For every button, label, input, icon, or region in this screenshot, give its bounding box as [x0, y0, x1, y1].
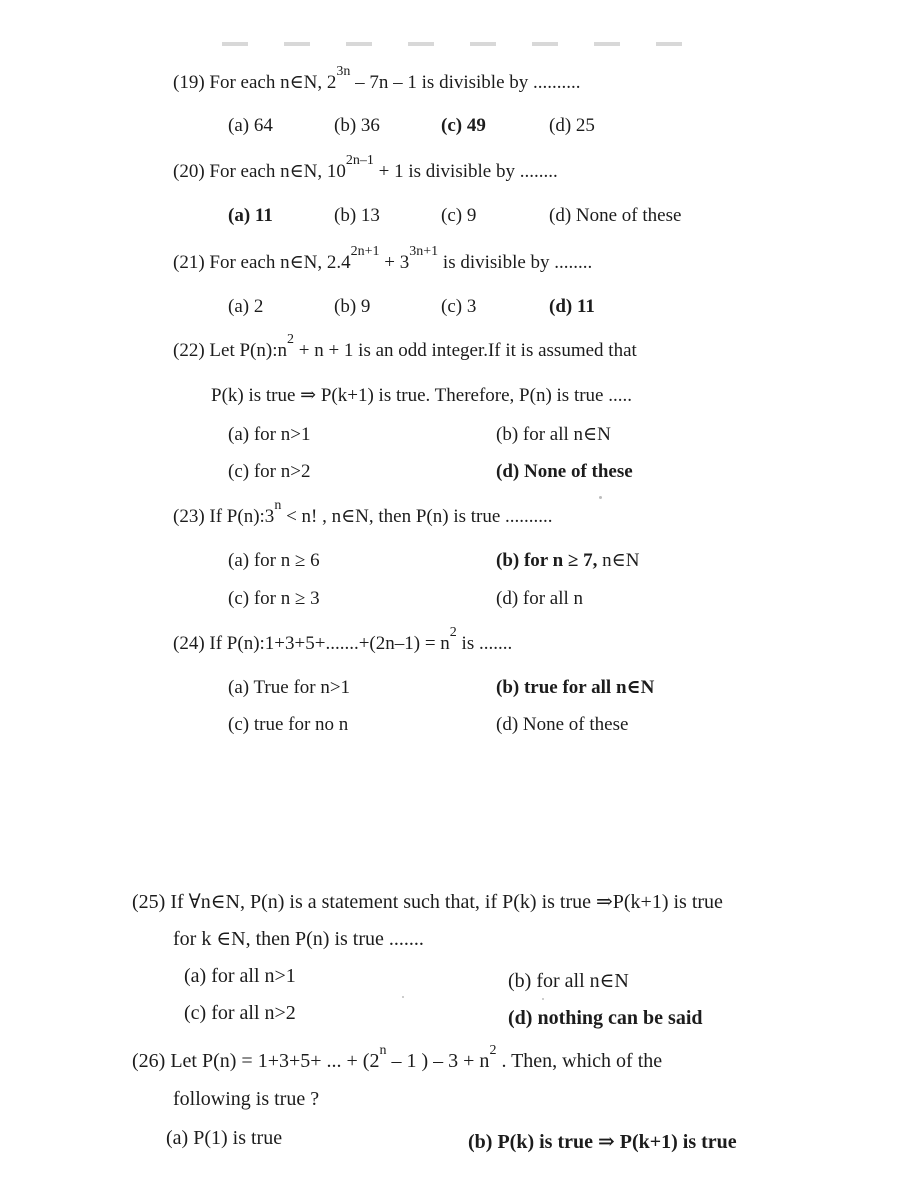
q22-option-b: (b) for all n∈N	[496, 424, 611, 445]
scan-artifact	[222, 42, 702, 46]
q23-option-d: (d) for all n	[496, 588, 584, 609]
q21-option-a: (a) 2	[228, 296, 264, 317]
q19-option-d: (d) 25	[549, 115, 595, 136]
q21-option-b: (b) 9	[334, 296, 371, 317]
q24-option-c: (c) true for no n	[228, 714, 349, 735]
q23-option-c: (c) for n ≥ 3	[228, 588, 320, 609]
question-26-stem-line1: (26) Let P(n) = 1+3+5+ ... + ($2^n - 1$ ) – $3 + n^2$ . Then, which of the	[132, 1043, 663, 1072]
q19-option-a: (a) 64	[228, 115, 273, 136]
question-22-stem-line2: P(k) is true ⇒ P(k+1) is true. Therefore, P(n) is true .....	[211, 385, 632, 406]
question-26-stem-line2: following is true ?	[173, 1088, 320, 1110]
question-21-stem: (21) For each n∈N, $2.4^{2n+1} + 3^{3n+1}$ is divisible by ........	[173, 244, 593, 273]
question-20-stem: (20) For each n∈N, $10^{2n-1} + 1$ is divisible by ........	[173, 153, 558, 182]
q25-option-c: (c) for all n>2	[184, 1002, 296, 1024]
q21-option-d: (d) 11	[549, 296, 595, 317]
q23-option-b: (b) for n ≥ 7, n∈N	[496, 550, 640, 571]
question-22-stem-line1: (22) Let $P(n):n^2 + n + 1$ is an odd integer.If it is assumed that	[173, 332, 637, 361]
question-24-stem: (24) If P(n):1+3+5+.......+(2n–1) = $n^2$ is .......	[173, 625, 513, 654]
scan-speck	[599, 496, 602, 499]
q26-option-a: (a) P(1) is true	[166, 1127, 283, 1149]
q25-option-a: (a) for all n>1	[184, 965, 296, 987]
question-23-stem: (23) If $P(n):3^n < n$! , n∈N, then P(n) is true ..........	[173, 498, 553, 527]
q22-option-c: (c) for n>2	[228, 461, 311, 482]
question-25-stem-line1: (25) If ∀n∈N, P(n) is a statement such that, if P(k) is true ⇒P(k+1) is true	[132, 891, 723, 913]
q22-option-d: (d) None of these	[496, 461, 633, 482]
question-25-stem-line2: for k ∈N, then P(n) is true .......	[173, 928, 424, 950]
scan-speck	[402, 996, 404, 998]
question-19-stem: (19) For each n∈N, $2^{3n} - 7n - 1$ is divisible by ..........	[173, 64, 581, 93]
q25-option-d: (d) nothing can be said	[508, 1007, 703, 1029]
q21-option-c: (c) 3	[441, 296, 477, 317]
q20-option-b: (b) 13	[334, 205, 380, 226]
q25-option-b: (b) for all n∈N	[508, 970, 629, 992]
scan-speck	[542, 998, 544, 1000]
q26-option-b: (b) P(k) is true ⇒ P(k+1) is true	[468, 1131, 737, 1153]
q19-option-b: (b) 36	[334, 115, 380, 136]
q20-option-a: (a) 11	[228, 205, 273, 226]
q24-option-b: (b) true for all n∈N	[496, 677, 655, 698]
q23-option-a: (a) for n ≥ 6	[228, 550, 320, 571]
q24-option-a: (a) True for n>1	[228, 677, 351, 698]
q19-option-c: (c) 49	[441, 115, 486, 136]
q20-option-c: (c) 9	[441, 205, 477, 226]
q20-option-d: (d) None of these	[549, 205, 682, 226]
q24-option-d: (d) None of these	[496, 714, 629, 735]
q22-option-a: (a) for n>1	[228, 424, 311, 445]
